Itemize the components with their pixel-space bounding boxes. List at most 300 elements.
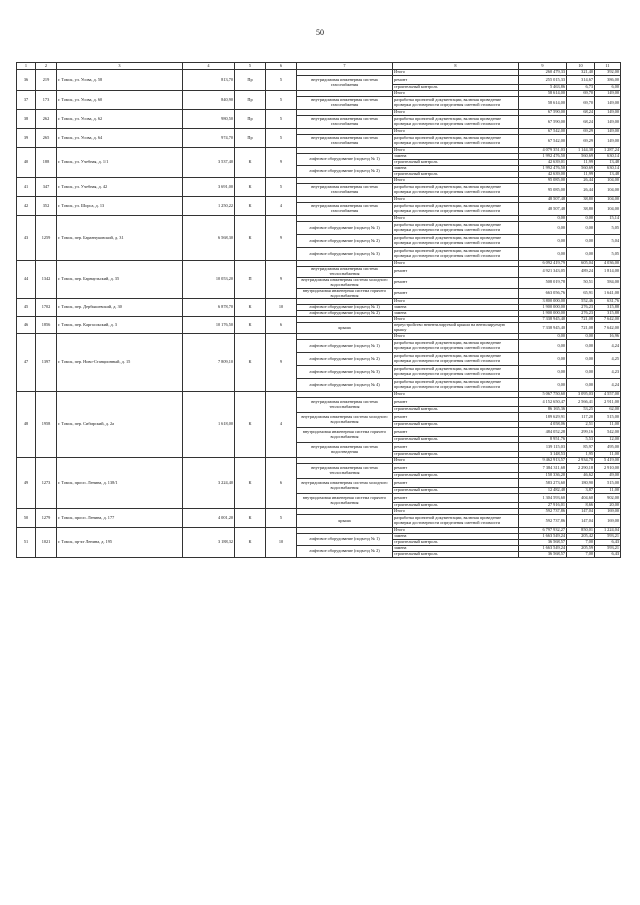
house-class: К xyxy=(235,458,266,509)
work-type: ремонт xyxy=(393,413,519,422)
row-number: 43 xyxy=(17,216,36,261)
cost-total: 7 338 945,40 xyxy=(519,317,567,323)
cost-total: 1 304 593,60 xyxy=(519,494,567,503)
cost-limit: 149,00 xyxy=(595,91,621,97)
cost-per-unit: 0,00 xyxy=(567,216,595,222)
house-class: К xyxy=(235,216,266,261)
cost-total: 5 463,86 xyxy=(519,85,567,91)
cost-total: 95 085,00 xyxy=(519,178,567,184)
cost-per-unit: 69,70 xyxy=(567,97,595,110)
cost-total: 150 336,20 xyxy=(519,473,567,479)
house-address: г. Томск, пр-кт Ленина, д. 195 xyxy=(57,528,183,558)
cost-limit: 584,00 xyxy=(595,277,621,288)
cost-per-unit: 2 290,18 xyxy=(567,464,595,473)
house-class: К xyxy=(235,317,266,334)
column-number: 8 xyxy=(393,63,519,70)
capital-repair-table xyxy=(16,62,621,558)
cost-total: 508 019,78 xyxy=(519,277,567,288)
house-id: 219 xyxy=(36,70,57,91)
house-class: К xyxy=(235,509,266,528)
house-address: г. Томск, пер. Каргасокский, д. 3 xyxy=(57,317,183,334)
engineering-system: лифтовое оборудование (подъезд № 1) xyxy=(297,154,393,166)
cost-limit: 149,00 xyxy=(595,97,621,110)
cost-per-unit: 7,00 xyxy=(567,552,595,558)
row-number: 50 xyxy=(17,509,36,528)
work-type: Итого xyxy=(393,334,519,340)
row-number: 49 xyxy=(17,458,36,509)
engineering-system: внутридомовая инженерная система газоснабжения xyxy=(297,135,393,148)
work-type: разработка проектной документации, включая проведение проверки достоверности определения сметной стоимости xyxy=(393,203,519,216)
work-type: ремонт xyxy=(393,443,519,452)
cost-per-unit: 11,99 xyxy=(567,172,595,178)
house-class: Пр xyxy=(235,129,266,148)
work-type: Итого xyxy=(393,317,519,323)
house-address: г. Томск, ул. Учебная, д. 1/1 xyxy=(57,148,183,178)
cost-limit: 6,00 xyxy=(595,85,621,91)
work-type: строительный контроль xyxy=(393,452,519,458)
row-number: 36 xyxy=(17,70,36,91)
work-type: ремонт xyxy=(393,288,519,299)
engineering-system: внутридомовая инженерная система горячего водоснабжения xyxy=(297,494,393,509)
house-floors: 10 xyxy=(266,299,297,317)
row-number: 44 xyxy=(17,261,36,299)
engineering-system: внутридомовая инженерная система газоснабжения xyxy=(297,184,393,197)
work-type: Итого xyxy=(393,129,519,135)
work-type: строительный контроль xyxy=(393,488,519,494)
house-area: 3 691,00 xyxy=(183,178,235,197)
cost-limit: 5,05 xyxy=(595,248,621,261)
house-id: 262 xyxy=(36,110,57,129)
work-type: Итого xyxy=(393,299,519,305)
cost-total: 58 614,00 xyxy=(519,91,567,97)
cost-limit: 2 910,00 xyxy=(595,464,621,473)
column-number: 6 xyxy=(266,63,297,70)
house-floors: 10 xyxy=(266,528,297,558)
cost-total: 4 058,06 xyxy=(519,422,567,428)
cost-per-unit: 5,53 xyxy=(567,437,595,443)
cost-per-unit: 38,80 xyxy=(567,197,595,203)
cost-per-unit: 50,51 xyxy=(567,277,595,288)
engineering-system: внутридомовая инженерная система горячего водоснабжения xyxy=(297,288,393,299)
house-address: г. Томск, ул. Усова, д. 58 xyxy=(57,70,183,91)
work-type: строительный контроль xyxy=(393,552,519,558)
cost-per-unit: 11,99 xyxy=(567,160,595,166)
cost-limit: 315,88 xyxy=(595,311,621,317)
house-class: П xyxy=(235,261,266,299)
work-type: замена xyxy=(393,305,519,311)
house-address: г. Томск, просп. Ленина, д. 177 xyxy=(57,509,183,528)
cost-per-unit: 605,04 xyxy=(567,261,595,267)
engineering-system: лифтовое оборудование (подъезд № 3) xyxy=(297,366,393,379)
house-area: 10 053,20 xyxy=(183,261,235,299)
row-number: 45 xyxy=(17,299,36,317)
house-area: 974,70 xyxy=(183,129,235,148)
cost-total: 67 542,00 xyxy=(519,135,567,148)
cost-limit: 62,00 xyxy=(595,407,621,413)
cost-limit: 6,43 xyxy=(595,552,621,558)
cost-limit: 104,00 xyxy=(595,178,621,184)
work-type: строительный контроль xyxy=(393,437,519,443)
cost-limit: 593,21 xyxy=(595,534,621,540)
cost-total: 4 079 351,03 xyxy=(519,148,567,154)
cost-limit: 4,23 xyxy=(595,366,621,379)
column-number: 10 xyxy=(567,63,595,70)
row-number: 46 xyxy=(17,317,36,334)
cost-total: 36 568,57 xyxy=(519,552,567,558)
cost-limit: 5 419,00 xyxy=(595,458,621,464)
row-number: 48 xyxy=(17,392,36,458)
work-type: ремонт xyxy=(393,267,519,278)
work-type: Итого xyxy=(393,178,519,184)
column-number: 7 xyxy=(297,63,393,70)
cost-per-unit: 69,70 xyxy=(567,91,595,97)
house-address: г. Томск, пер. Баранчуковский, д. 31 xyxy=(57,216,183,261)
cost-limit: 11,00 xyxy=(595,452,621,458)
cost-limit: 4 036,00 xyxy=(595,261,621,267)
cost-total: 48 507,48 xyxy=(519,203,567,216)
cost-total: 0,00 xyxy=(519,334,567,340)
cost-limit: 11,00 xyxy=(595,488,621,494)
cost-limit: 1 224,04 xyxy=(595,528,621,534)
engineering-system: лифтовое оборудование (подъезд № 1) xyxy=(297,305,393,311)
cost-per-unit: 721,08 xyxy=(567,323,595,334)
engineering-system: внутридомовая инженерная система газоснабжения xyxy=(297,76,393,91)
cost-per-unit: 2,51 xyxy=(567,422,595,428)
house-area: 840,90 xyxy=(183,91,235,110)
cost-limit: 11,00 xyxy=(595,422,621,428)
work-type: Итого xyxy=(393,91,519,97)
house-id: 1397 xyxy=(36,334,57,392)
house-area: 3 537,40 xyxy=(183,148,235,178)
house-id: 1856 xyxy=(36,317,57,334)
cost-per-unit: 276,23 xyxy=(567,311,595,317)
cost-total: 1 900 000,00 xyxy=(519,305,567,311)
cost-limit: 149,00 xyxy=(595,135,621,148)
cost-per-unit: 46,62 xyxy=(567,473,595,479)
house-area: 1 250,22 xyxy=(183,197,235,216)
cost-total: 36 568,57 xyxy=(519,540,567,546)
cost-per-unit: 26,44 xyxy=(567,178,595,184)
cost-per-unit: 69,29 xyxy=(567,129,595,135)
cost-limit: 495,00 xyxy=(595,443,621,452)
house-floors: 4 xyxy=(266,392,297,458)
column-number: 3 xyxy=(57,63,183,70)
cost-per-unit: 26,44 xyxy=(567,184,595,197)
cost-total: 5 067 750,60 xyxy=(519,392,567,398)
cost-limit: 104,00 xyxy=(595,184,621,197)
house-floors: 5 xyxy=(266,178,297,197)
house-floors: 9 xyxy=(266,334,297,392)
cost-per-unit: 68,24 xyxy=(567,110,595,116)
house-class: Пр xyxy=(235,110,266,129)
work-type: строительный контроль xyxy=(393,540,519,546)
engineering-system: внутридомовая инженерная система холодного водоснабжения xyxy=(297,413,393,428)
cost-total: 27 916,01 xyxy=(519,503,567,509)
cost-limit: 902,00 xyxy=(595,494,621,503)
house-address: г. Томск, просп. Ленина, д. 138/1 xyxy=(57,458,183,509)
house-area: 980,50 xyxy=(183,110,235,129)
cost-per-unit: 7,00 xyxy=(567,540,595,546)
cost-per-unit: 0,00 xyxy=(567,334,595,340)
cost-limit: 169,00 xyxy=(595,515,621,528)
cost-limit: 5,04 xyxy=(595,235,621,248)
cost-limit: 4,24 xyxy=(595,340,621,353)
cost-total: 189 629,91 xyxy=(519,413,567,422)
cost-per-unit: 0,00 xyxy=(567,366,595,379)
engineering-system: внутридомовая инженерная система теплоснабжения xyxy=(297,267,393,278)
row-number: 37 xyxy=(17,91,36,110)
cost-limit: 1 287,24 xyxy=(595,148,621,154)
cost-total: 48 507,48 xyxy=(519,197,567,203)
work-type: строительный контроль xyxy=(393,473,519,479)
cost-limit: 104,00 xyxy=(595,203,621,216)
cost-per-unit: 3 095,03 xyxy=(567,392,595,398)
cost-total: 260 479,33 xyxy=(519,70,567,76)
cost-total: 8 951,76 xyxy=(519,437,567,443)
house-address: г. Томск, ул. Усова, д. 62 xyxy=(57,110,183,129)
work-type: замена xyxy=(393,166,519,172)
cost-per-unit: 69,29 xyxy=(567,135,595,148)
cost-total: 139 115,03 xyxy=(519,443,567,452)
page-number: 50 xyxy=(316,28,324,37)
engineering-system: лифтовое оборудование (подъезд № 1) xyxy=(297,340,393,353)
engineering-system: крыша xyxy=(297,323,393,334)
house-id: 1702 xyxy=(36,299,57,317)
work-type: замена xyxy=(393,546,519,552)
cost-total: 592 737,86 xyxy=(519,515,567,528)
house-class: К xyxy=(235,392,266,458)
cost-per-unit: 0,00 xyxy=(567,353,595,366)
house-floors: 5 xyxy=(266,91,297,110)
cost-limit: 20,00 xyxy=(595,503,621,509)
work-type: разработка проектной документации, включая проведение проверки достоверности определения сметной стоимости xyxy=(393,97,519,110)
house-id: 265 xyxy=(36,129,57,148)
cost-limit: 631,76 xyxy=(595,299,621,305)
cost-total: 3 148,53 xyxy=(519,452,567,458)
cost-per-unit: 0,00 xyxy=(567,248,595,261)
cost-limit: 630,14 xyxy=(595,154,621,160)
work-type: Итого xyxy=(393,148,519,154)
cost-total: 0,00 xyxy=(519,340,567,353)
house-id: 1279 xyxy=(36,509,57,528)
cost-limit: 392,00 xyxy=(595,70,621,76)
row-number: 38 xyxy=(17,110,36,129)
work-type: замена xyxy=(393,311,519,317)
engineering-system: лифтовое оборудование (подъезд № 2) xyxy=(297,546,393,558)
cost-total: 1 992 476,50 xyxy=(519,166,567,172)
cost-total: 1 663 549,24 xyxy=(519,546,567,552)
cost-limit: 315,88 xyxy=(595,305,621,311)
cost-limit: 149,00 xyxy=(595,129,621,135)
cost-total: 0,00 xyxy=(519,222,567,235)
cost-limit: 6,43 xyxy=(595,540,621,546)
cost-total: 4 152 650,47 xyxy=(519,398,567,407)
house-floors: 9 xyxy=(266,261,297,299)
house-address: г. Томск, ул. Учебная, д. 42 xyxy=(57,178,183,197)
cost-per-unit: 850,01 xyxy=(567,528,595,534)
cost-per-unit: 180,90 xyxy=(567,479,595,488)
cost-limit: 15,14 xyxy=(595,216,621,222)
cost-per-unit: 721,08 xyxy=(567,317,595,323)
row-number: 41 xyxy=(17,178,36,197)
cost-per-unit: 65,91 xyxy=(567,288,595,299)
engineering-system: лифтовое оборудование (подъезд № 3) xyxy=(297,248,393,261)
cost-limit: 542,00 xyxy=(595,428,621,437)
cost-per-unit: 0,00 xyxy=(567,340,595,353)
cost-per-unit: 38,80 xyxy=(567,203,595,216)
cost-per-unit: 404,60 xyxy=(567,494,595,503)
cost-limit: 4,25 xyxy=(595,353,621,366)
cost-total: 583 273,60 xyxy=(519,479,567,488)
house-area: 10 176,50 xyxy=(183,317,235,334)
engineering-system: внутридомовая инженерная система холодного водоснабжения xyxy=(297,277,393,288)
house-id: 347 xyxy=(36,178,57,197)
house-id: 1021 xyxy=(36,528,57,558)
column-number: 9 xyxy=(519,63,567,70)
cost-limit: 515,00 xyxy=(595,413,621,422)
house-id: 173 xyxy=(36,91,57,110)
cost-total: 0,00 xyxy=(519,353,567,366)
work-type: замена xyxy=(393,534,519,540)
cost-limit: 4 557,00 xyxy=(595,392,621,398)
cost-per-unit: 147,04 xyxy=(567,509,595,515)
cost-total: 67 590,00 xyxy=(519,116,567,129)
house-area: 6 878,70 xyxy=(183,299,235,317)
work-type: разработка проектной документации, включая проведение проверки достоверности определения сметной стоимости xyxy=(393,135,519,148)
house-address: г. Томск, пер. Сибирский, д. 2а xyxy=(57,392,183,458)
house-id: 1259 xyxy=(36,216,57,261)
house-id: 352 xyxy=(36,197,57,216)
row-number: 42 xyxy=(17,197,36,216)
work-type: разработка проектной документации, включая проведение проверки достоверности определения сметной стоимости xyxy=(393,340,519,353)
cost-per-unit: 147,04 xyxy=(567,515,595,528)
row-number: 47 xyxy=(17,334,36,392)
cost-per-unit: 53,25 xyxy=(567,407,595,413)
house-id: 1342 xyxy=(36,261,57,299)
house-id: 1273 xyxy=(36,458,57,509)
work-type: разработка проектной документации, включая проведение проверки достоверности определения сметной стоимости xyxy=(393,379,519,392)
house-address: г. Томск, ул. Шорса, д. 13 xyxy=(57,197,183,216)
cost-total: 6 092 419,79 xyxy=(519,261,567,267)
cost-per-unit: 68,24 xyxy=(567,116,595,129)
cost-per-unit: 6,73 xyxy=(567,85,595,91)
work-type: разработка проектной документации, включая проведение проверки достоверности определения сметной стоимости xyxy=(393,353,519,366)
work-type: Итого xyxy=(393,197,519,203)
house-floors: 6 xyxy=(266,458,297,509)
house-area: 3 224,40 xyxy=(183,458,235,509)
column-number: 5 xyxy=(235,63,266,70)
work-type: ремонт xyxy=(393,277,519,288)
work-type: ремонт xyxy=(393,398,519,407)
column-number: 1 xyxy=(17,63,36,70)
cost-per-unit: 0,00 xyxy=(567,222,595,235)
engineering-system: внутридомовая инженерная система газоснабжения xyxy=(297,116,393,129)
house-area: 1 618,00 xyxy=(183,392,235,458)
cost-limit: 386,00 xyxy=(595,76,621,85)
cost-total: 86 165,36 xyxy=(519,407,567,413)
cost-total: 95 085,00 xyxy=(519,184,567,197)
house-class: К xyxy=(235,178,266,197)
cost-total: 0,00 xyxy=(519,379,567,392)
column-number-row xyxy=(17,63,621,70)
house-class: Пр xyxy=(235,70,266,91)
work-type: ремонт xyxy=(393,479,519,488)
cost-limit: 169,00 xyxy=(595,509,621,515)
cost-total: 7 384 311,68 xyxy=(519,464,567,473)
cost-limit: 515,00 xyxy=(595,479,621,488)
work-type: разработка проектной документации, включая проведение проверки достоверности определения сметной стоимости xyxy=(393,184,519,197)
cost-limit: 104,00 xyxy=(595,197,621,203)
house-class: Пр xyxy=(235,91,266,110)
house-area: 4 001,20 xyxy=(183,509,235,528)
cost-total: 67 542,00 xyxy=(519,129,567,135)
cost-limit: 2 911,00 xyxy=(595,398,621,407)
cost-limit: 1 814,00 xyxy=(595,267,621,278)
work-type: строительный контроль xyxy=(393,503,519,509)
engineering-system: крыша xyxy=(297,515,393,528)
cost-total: 0,00 xyxy=(519,235,567,248)
cost-limit: 149,00 xyxy=(595,116,621,129)
cost-per-unit: 85,97 xyxy=(567,443,595,452)
row-number: 40 xyxy=(17,148,36,178)
engineering-system: лифтовое оборудование (подъезд № 2) xyxy=(297,311,393,317)
cost-per-unit: 1 144,38 xyxy=(567,148,595,154)
house-floors: 5 xyxy=(266,129,297,148)
work-type: разработка проектной документации, включая проведение проверки достоверности определения сметной стоимости xyxy=(393,366,519,379)
cost-per-unit: 560,69 xyxy=(567,166,595,172)
work-type: Итого xyxy=(393,392,519,398)
house-area: 813,70 xyxy=(183,70,235,91)
work-type: разработка проектной документации, включая проведение проверки достоверности определения сметной стоимости xyxy=(393,116,519,129)
house-area: 6 568,30 xyxy=(183,216,235,261)
work-type: строительный контроль xyxy=(393,85,519,91)
cost-total: 58 614,00 xyxy=(519,97,567,110)
work-type: замена xyxy=(393,154,519,160)
engineering-system: внутридомовая инженерная система теплоснабжения xyxy=(297,398,393,413)
work-type: Итого xyxy=(393,528,519,534)
house-address: г. Томск, ул. Усова, д. 60 xyxy=(57,91,183,110)
house-address: г. Томск, пер. Барнаульский, д. 35 xyxy=(57,261,183,299)
house-floors: 6 xyxy=(266,317,297,334)
house-floors: 9 xyxy=(266,216,297,261)
house-class: К xyxy=(235,334,266,392)
cost-per-unit: 1,95 xyxy=(567,452,595,458)
engineering-system: лифтовое оборудование (подъезд № 1) xyxy=(297,222,393,235)
work-type: Итого xyxy=(393,110,519,116)
house-address: г. Томск, пер. Дербышевский, д. 30 xyxy=(57,299,183,317)
cost-per-unit: 205,59 xyxy=(567,546,595,552)
work-type: ремонт xyxy=(393,76,519,85)
cost-total: 9 462 913,57 xyxy=(519,458,567,464)
work-type: строительный контроль xyxy=(393,172,519,178)
cost-total: 663 056,76 xyxy=(519,288,567,299)
cost-per-unit: 314,67 xyxy=(567,76,595,85)
cost-limit: 630,14 xyxy=(595,166,621,172)
house-floors: 5 xyxy=(266,509,297,528)
house-id: 188 xyxy=(36,148,57,178)
work-type: Итого xyxy=(393,509,519,515)
work-type: разработка проектной документации, включая проведение проверки достоверности определения сметной стоимости xyxy=(393,248,519,261)
work-type: ремонт xyxy=(393,428,519,437)
house-address: г. Томск, пер. Ново-Станционный, д. 15 xyxy=(57,334,183,392)
cost-total: 0,00 xyxy=(519,366,567,379)
column-number: 2 xyxy=(36,63,57,70)
work-type: Итого xyxy=(393,70,519,76)
cost-per-unit: 2 566,41 xyxy=(567,398,595,407)
column-number: 11 xyxy=(595,63,621,70)
engineering-system: внутридомовая инженерная система теплоснабжения xyxy=(297,464,393,479)
cost-limit: 49,00 xyxy=(595,473,621,479)
